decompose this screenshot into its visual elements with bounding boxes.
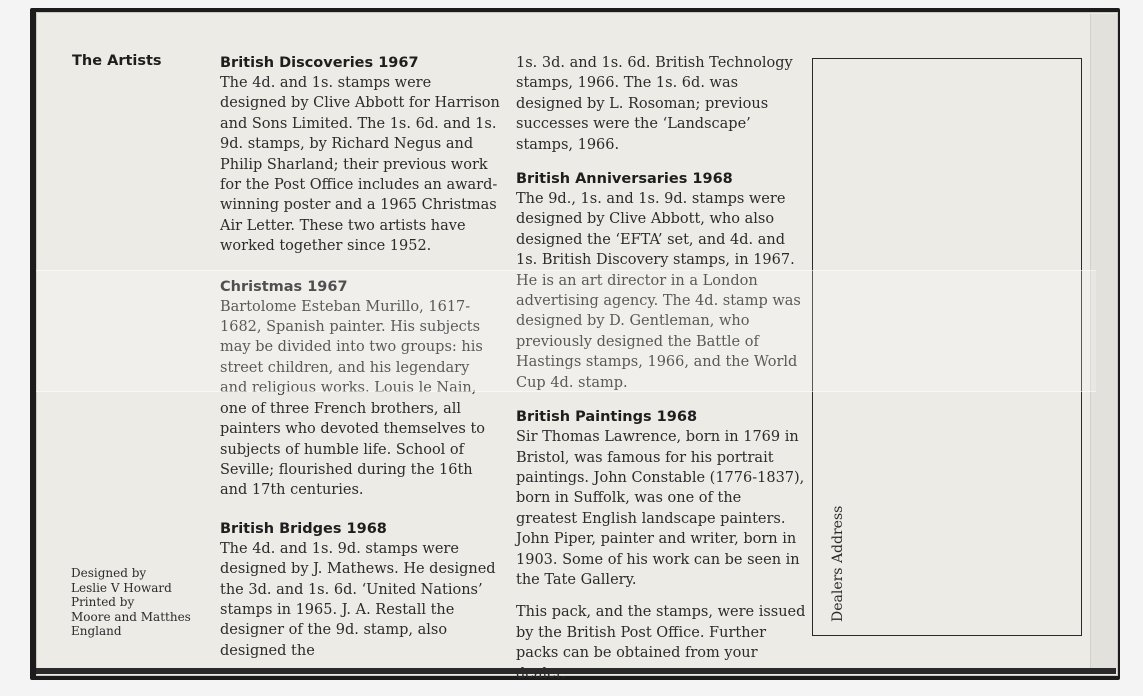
credits xyxy=(71,566,211,639)
section-paintings xyxy=(516,407,806,590)
body-anniversaries: The 9d., 1s. and 1s. 9d. stamps were designed by Clive Abbott, who also designed the ‘EFTA’ set, and 4d. and 1s. British Discovery stamps, in 1967. He is an art director in a London advertising agency. The 4d. stamp was designed by D. Gentleman, who previously designed the Battle of Hastings stamps, 1966, and the World Cup 4d. stamp. xyxy=(516,191,801,391)
heading-paintings: British Paintings 1968 xyxy=(516,409,698,426)
dealers-address-label: Dealers Address xyxy=(830,505,846,622)
section-closing xyxy=(516,602,806,684)
heading-discoveries: British Discoveries 1967 xyxy=(220,55,419,71)
body-christmas: Bartolome Esteban Murillo, 1617-1682, Spanish painter. His subjects may be divided into two groups: his street children, and his legendary and religious works. Louis le Nain, one of three French brothers, all painters who devoted themselves to subjects of humble life. School of Seville; flourished during the 16th and 17th centuries. xyxy=(220,298,486,499)
body-closing: This pack, and the stamps, were issued by the British Post Office. Further packs can be obtained from your dealer. xyxy=(516,604,806,682)
body-discoveries: The 4d. and 1s. stamps were designed by Clive Abbott for Harrison and Sons Limited. The 1s. 6d. and 1s. 9d. stamps, by Richard Negus and Philip Sharland; their previous work for the Post Office includes an award-winning poster and a 1965 Christmas Air Letter. These two artists have worked together since 1952. xyxy=(220,75,500,255)
section-discoveries xyxy=(220,53,500,257)
body-bridges: The 4d. and 1s. 9d. stamps were designed by J. Mathews. He designed the 3d. and 1s. 6d. ‘United Nations’ stamps in 1965. J. A. Restall the designer of the 9d. stamp, also designed the xyxy=(220,540,496,659)
body-paintings: Sir Thomas Lawrence, born in 1769 in Bristol, was famous for his portrait paintings. John Constable (1776-1837), born in Suffolk, was one of the greatest English landscape painters. John Piper, painter and writer, born in 1903. Some of his work can be seen in the Tate Gallery. xyxy=(516,429,805,588)
credits-line-5: England xyxy=(71,624,122,639)
credits-line-3: Printed by xyxy=(71,595,135,610)
credits-line-4: Moore and Matthes xyxy=(71,609,191,624)
section-continuation xyxy=(516,53,806,155)
body-continuation: 1s. 3d. and 1s. 6d. British Technology stamps, 1966. The 1s. 6d. was designed by L. Rosoman; previous successes were the ‘Landscape’ stamps, 1966. xyxy=(516,55,793,153)
credits-line-2: Leslie V Howard xyxy=(71,580,172,595)
credits-line-1: Designed by xyxy=(71,566,147,580)
heading-bridges: British Bridges 1968 xyxy=(220,520,387,537)
section-bridges xyxy=(220,519,500,661)
heading-anniversaries: British Anniversaries 1968 xyxy=(516,171,733,188)
plastic-film-band xyxy=(36,270,1096,392)
artists-title: The Artists xyxy=(72,53,162,69)
heading-christmas: Christmas 1967 xyxy=(220,278,348,295)
